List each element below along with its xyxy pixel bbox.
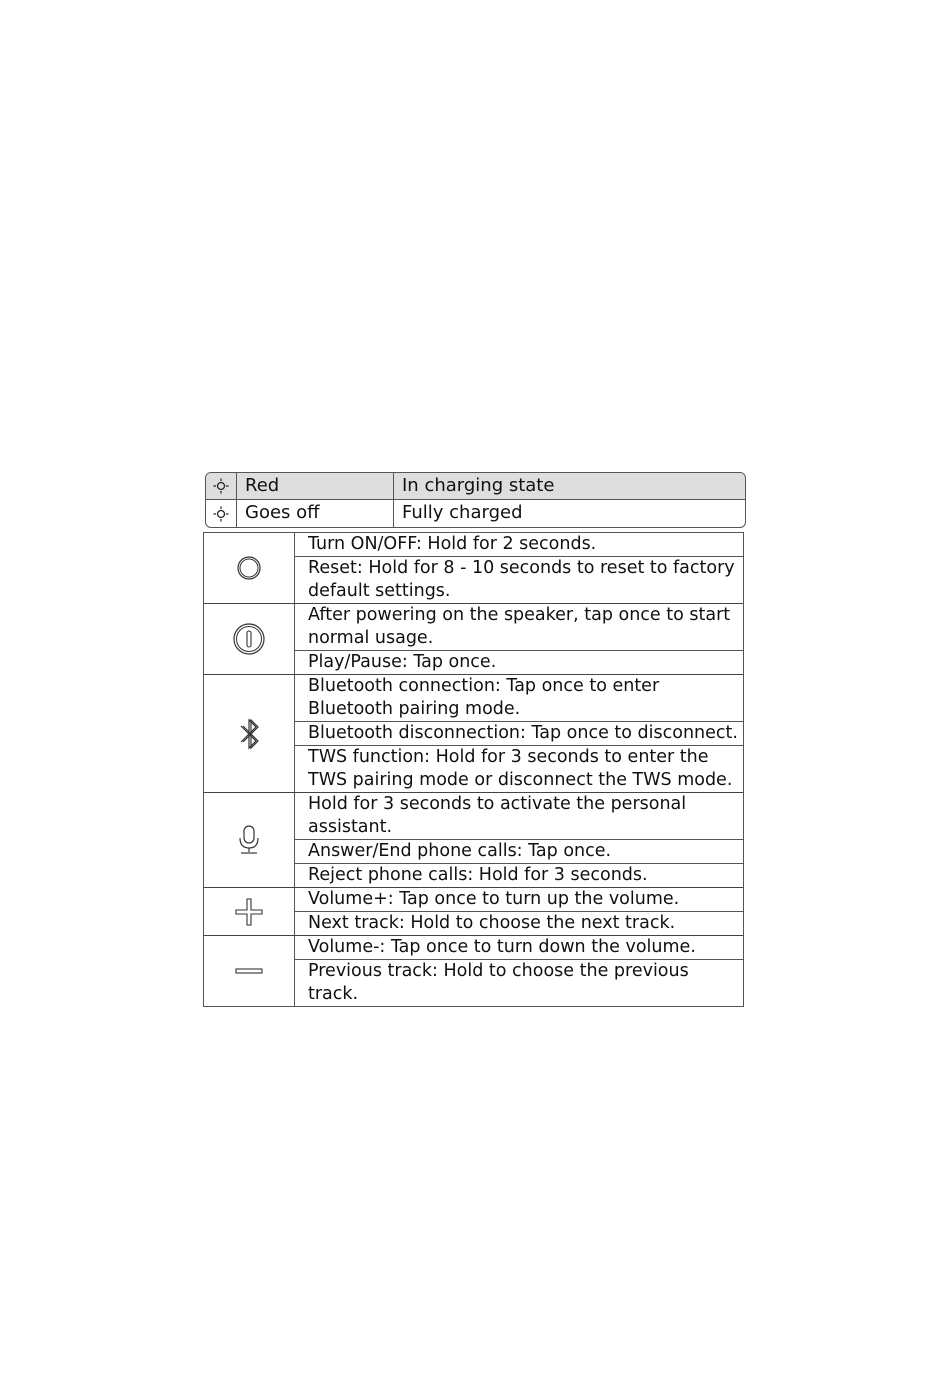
power-button-icon	[204, 604, 295, 674]
led-light-icon	[206, 500, 237, 527]
function-description: TWS function: Hold for 3 seconds to enter the TWS pairing mode or disconnect the TWS mode.	[295, 745, 743, 792]
led-state-label: In charging state	[402, 475, 555, 496]
button-group-minus	[204, 935, 743, 1006]
plus-icon	[204, 888, 295, 935]
function-description: Reject phone calls: Hold for 3 seconds.	[295, 863, 743, 887]
led-status-table	[205, 472, 746, 528]
button-group-microphone	[204, 792, 743, 887]
function-description: Bluetooth disconnection: Tap once to disconnect.	[295, 721, 743, 745]
function-description: Next track: Hold to choose the next track.	[295, 911, 743, 935]
function-description: Volume+: Tap once to turn up the volume.	[308, 889, 680, 909]
minus-icon	[204, 936, 295, 1006]
function-description: Hold for 3 seconds to activate the personal assistant.	[308, 794, 687, 837]
led-color-label: Goes off	[237, 500, 394, 527]
led-light-icon	[206, 473, 237, 499]
button-group-circle	[204, 533, 743, 603]
button-functions-table	[203, 532, 744, 1007]
led-state-label: Fully charged	[402, 502, 523, 523]
bluetooth-icon	[204, 675, 295, 792]
circle-button-icon	[204, 533, 295, 603]
led-color-label: Red	[237, 473, 394, 499]
button-group-power	[204, 603, 743, 674]
function-description: Volume-: Tap once to turn down the volume.	[308, 937, 696, 957]
button-group-bluetooth	[204, 674, 743, 792]
function-description: Bluetooth connection: Tap once to enter Bluetooth pairing mode.	[308, 676, 660, 719]
function-description: Turn ON/OFF: Hold for 2 seconds.	[308, 534, 597, 554]
function-description: Answer/End phone calls: Tap once.	[295, 839, 743, 863]
led-row-charged	[206, 499, 745, 527]
function-description: Previous track: Hold to choose the previous track.	[295, 959, 743, 1006]
function-description: Reset: Hold for 8 - 10 seconds to reset to factory default settings.	[295, 556, 743, 603]
function-description: Play/Pause: Tap once.	[295, 650, 743, 674]
led-row-charging	[206, 473, 745, 499]
microphone-icon	[204, 793, 295, 887]
function-description: After powering on the speaker, tap once to start normal usage.	[308, 605, 731, 648]
button-group-plus	[204, 887, 743, 935]
